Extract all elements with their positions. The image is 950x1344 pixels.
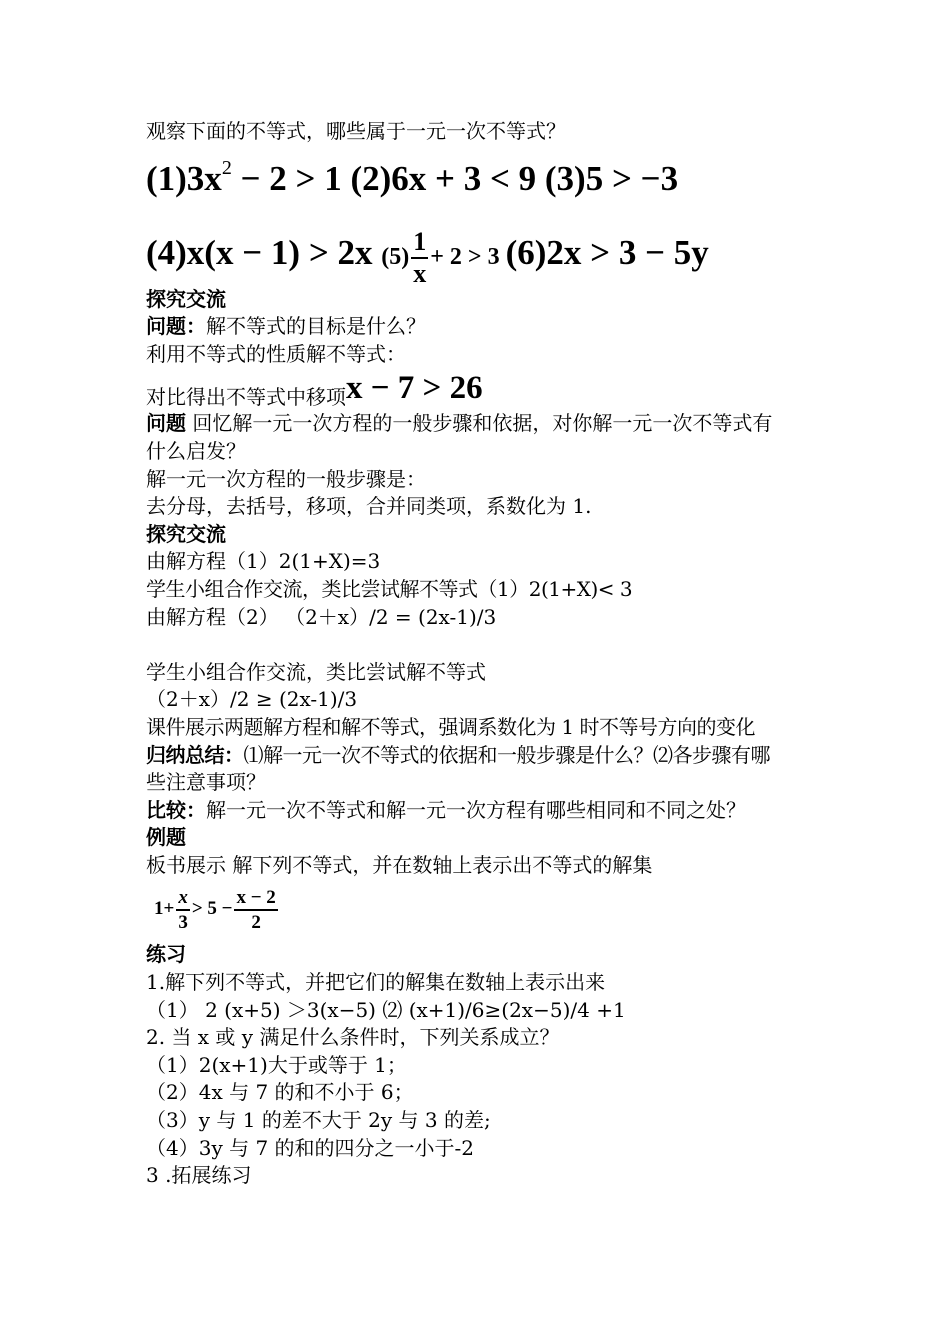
text-line: 课件展示两题解方程和解不等式，强调系数化为 1 时不等号方向的变化 — [146, 714, 755, 739]
summary-line: 归纳总结：⑴解一元一次不等式的依据和一般步骤是什么？⑵各步骤有哪 — [146, 742, 770, 767]
inequality-row-1 — [146, 148, 826, 210]
text-line: （2＋x）/2 ≥ (2x-1)/3 — [146, 687, 358, 712]
section-title: 探究交流 — [146, 286, 226, 311]
text-line: （1） 2 (x+5) ＞3(x−5) ⑵ (x+1)/6≥(2x−5)/4 +1 — [146, 997, 626, 1022]
text-line: 板书展示 解下列不等式，并在数轴上表示出不等式的解集 — [146, 852, 653, 877]
list-item: （4）3y 与 7 的和的四分之一小于-2 — [146, 1135, 475, 1160]
list-item: （3）y 与 1 的差不大于 2y 与 3 的差; — [146, 1108, 491, 1133]
blank-line — [146, 631, 826, 659]
text-line: 什么启发？ — [146, 438, 246, 463]
section-title: 探究交流 — [146, 521, 226, 546]
inequality-move: x − 7 > 26 — [346, 370, 483, 407]
inequality-3: (3)5 > −3 — [536, 158, 679, 198]
section-title: 例题 — [146, 825, 186, 850]
inequality-4: (4)x(x − 1) > 2x — [146, 232, 373, 272]
text-line: 些注意事项？ — [146, 770, 266, 795]
text-line: 2. 当 x 或 y 满足什么条件时，下列关系成立？ — [146, 1025, 560, 1050]
text-line: 解一元一次方程的一般步骤是： — [146, 466, 426, 491]
document-page — [146, 118, 826, 1190]
compare-line: 比较：解一元一次不等式和解一元一次方程有哪些相同和不同之处？ — [146, 797, 746, 822]
intro-question: 观察下面的不等式，哪些属于一元一次不等式？ — [146, 119, 566, 143]
text-line: 去分母，去括号，移项，合并同类项，系数化为 1. — [146, 494, 592, 519]
section-title: 练习 — [146, 942, 186, 967]
compare-line: 对比得出不等式中移项x − 7 > 26 — [146, 370, 483, 410]
inequality-row-2 — [146, 220, 826, 289]
fraction: $\frac{1}{x}$ — [413, 227, 427, 289]
list-item: （1）2(x+1)大于或等于 1； — [146, 1052, 407, 1077]
inequality-6: (6)2x > 3 − 5y — [505, 232, 709, 272]
inequality-1: $(1)3x^2 - 2 > 1$ — [146, 156, 342, 198]
text-line: 1.解下列不等式，并把它们的解集在数轴上表示出来 — [146, 970, 606, 995]
text-line: 利用不等式的性质解不等式： — [146, 341, 406, 366]
inequality-5: (5) $\frac{1}{x}$ + 2 > 3 — [381, 227, 500, 289]
inequality-2: (2)6x + 3 < 9 — [341, 158, 537, 198]
text-line: 3 .拓展练习 — [146, 1163, 252, 1188]
text-line: 由解方程（2） （2＋x）/2 = (2x-1)/3 — [146, 604, 497, 629]
question-line: 问题：解不等式的目标是什么？ — [146, 314, 426, 339]
text-line: 由解方程（1）2(1+X)=3 — [146, 549, 381, 574]
text-line: 学生小组合作交流，类比尝试解不等式 — [146, 659, 486, 684]
fraction: $\frac{x}{3}$ — [178, 887, 188, 934]
question-line: 问题 回忆解一元一次方程的一般步骤和依据，对你解一元一次不等式有 — [146, 411, 773, 436]
text-line: 学生小组合作交流，类比尝试解不等式（1）2(1+X)< 3 — [146, 576, 633, 601]
list-item: （2）4x 与 7 的和不小于 6； — [146, 1080, 414, 1105]
fraction: $\frac{x - 2}{2}$ — [236, 887, 276, 934]
example-inequality: 1+ $\frac{x}{3}$ > 5 − $\frac{x - 2}{2}$ — [154, 887, 276, 934]
